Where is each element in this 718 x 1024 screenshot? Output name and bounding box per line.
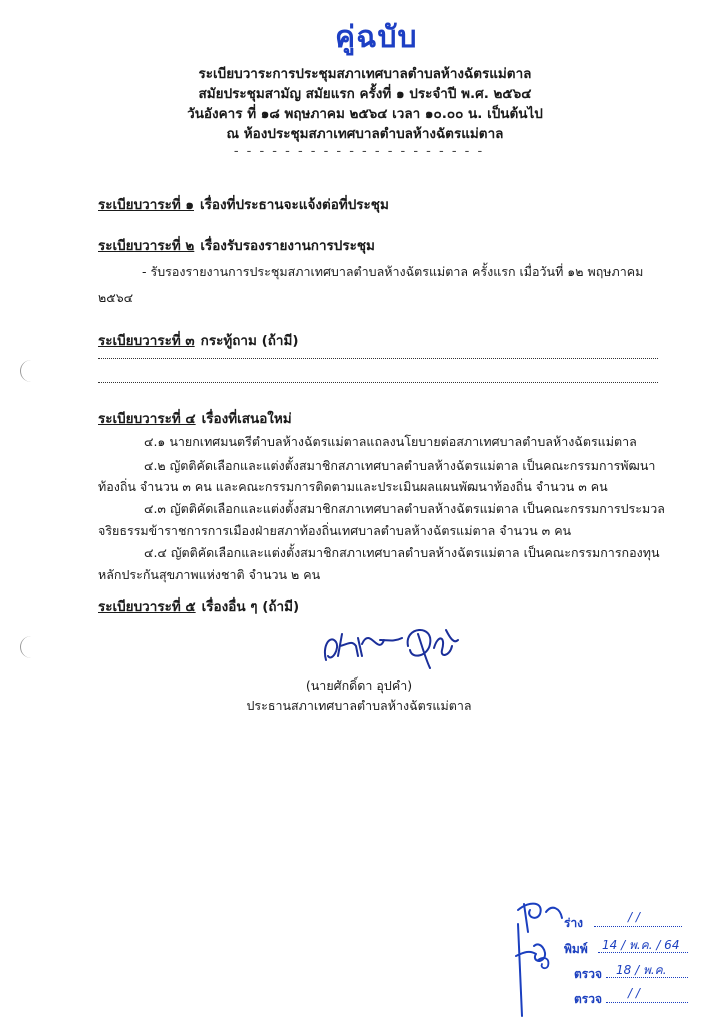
routing-value-check-2: / / [628,986,640,1000]
proposal-4-2-line-2: ท้องถิ่น จำนวน ๓ คน และคณะกรรมการติดตามและประเมินผลแผนพัฒนาท้องถิ่น จำนวน ๓ คน [98,479,608,494]
agenda-number: ระเบียบวาระที่ ๔ [98,411,196,427]
proposal-4-3-line-1: ๔.๓ ญัตติคัดเลือกและแต่งตั้งสมาชิกสภาเทศบาลตำบลห้างฉัตรแม่ตาล เป็นคณะกรรมการประมวล [144,501,665,516]
agenda-number: ระเบียบวาระที่ ๑ [98,197,194,213]
agenda-title: เรื่องที่เสนอใหม่ [201,411,292,427]
agenda-item-2 [98,236,375,256]
agenda-title: เรื่องที่ประธานจะแจ้งต่อที่ประชุม [200,197,389,213]
signer-position: ประธานสภาเทศบาลตำบลห้างฉัตรแม่ตาล [246,698,472,713]
agenda-2-detail-line-2: ๒๕๖๔ [98,290,134,305]
routing-value-draft: / / [628,910,640,924]
hole-punch-mark [20,636,43,658]
header-line-4: ณ ห้องประชุมสภาเทศบาลตำบลห้างฉัตรแม่ตาล [226,126,504,142]
proposal-4-2-line-1: ๔.๒ ญัตติคัดเลือกและแต่งตั้งสมาชิกสภาเทศบาลตำบลห้างฉัตรแม่ตาล เป็นคณะกรรมการพัฒนา [144,458,656,473]
signer-name: (นายศักดิ์ดา อุปคำ) [305,678,413,693]
routing-label-check-1: ตรวจ [574,967,603,981]
agenda-2-detail-line-1: - รับรองรายงานการประชุมสภาเทศบาลตำบลห้างฉัตรแม่ตาล ครั้งแรก เมื่อวันที่ ๑๒ พฤษภาคม [142,264,644,279]
agenda-item-3 [98,331,299,351]
header-line-3: วันอังคาร ที่ ๑๘ พฤษภาคม ๒๕๖๔ เวลา ๑๐.๐๐ น. เป็นต้นไป [187,106,543,122]
agenda-item-5 [98,597,299,617]
agenda-title: เรื่องอื่น ๆ (ถ้ามี) [201,599,300,615]
proposal-4-3-line-2: จริยธรรมข้าราชการการเมืองฝ่ายสภาท้องถิ่นเทศบาลตำบลห้างฉัตรแม่ตาล จำนวน ๓ คน [98,523,572,538]
agenda-item-4 [98,409,292,429]
proposal-4-4-line-2: หลักประกันสุขภาพแห่งชาติ จำนวน ๒ คน [98,567,321,582]
agenda-number: ระเบียบวาระที่ ๓ [98,333,195,349]
header-line-2: สมัยประชุมสามัญ สมัยแรก ครั้งที่ ๑ ประจำปี พ.ศ. ๒๕๖๔ [198,86,532,102]
signature-scribble [318,616,468,672]
proposal-4-1: ๔.๑ นายกเทศมนตรีตำบลห้างฉัตรแม่ตาลแถลงนโยบายต่อสภาเทศบาลตำบลห้างฉัตรแม่ตาล [144,434,637,449]
proposal-4-4-line-1: ๔.๔ ญัตติคัดเลือกและแต่งตั้งสมาชิกสภาเทศบาลตำบลห้างฉัตรแม่ตาล เป็นคณะกรรมการกองทุน [144,545,660,560]
blank-dotted-line [98,382,658,383]
hole-punch-mark [20,360,43,382]
agenda-title: เรื่องรับรองรายงานการประชุม [200,238,375,254]
header-separator: - - - - - - - - - - - - - - - - - - - - [233,144,485,159]
routing-dots [606,1002,688,1003]
agenda-number: ระเบียบวาระที่ ๒ [98,238,195,254]
agenda-item-1 [98,195,389,215]
routing-stamp [510,896,700,1020]
handwritten-signature [318,616,468,672]
copy-stamp-title: คู่ฉบับ [335,20,418,55]
agenda-title: กระทู้ถาม (ถ้ามี) [200,333,299,349]
routing-value-check-1: 18 / พ.ค. [616,963,667,977]
agenda-header [0,64,718,160]
routing-value-typed: 14 / พ.ค. / 64 [602,938,680,952]
agenda-number: ระเบียบวาระที่ ๕ [98,599,196,615]
routing-label-check-2: ตรวจ [574,992,603,1006]
routing-label-typed: พิมพ์ [564,942,588,956]
routing-label-draft: ร่าง [564,916,584,930]
header-line-1: ระเบียบวาระการประชุมสภาเทศบาลตำบลห้างฉัตรแม่ตาล [198,66,532,82]
routing-dots [594,926,682,927]
blank-dotted-line [98,358,658,359]
